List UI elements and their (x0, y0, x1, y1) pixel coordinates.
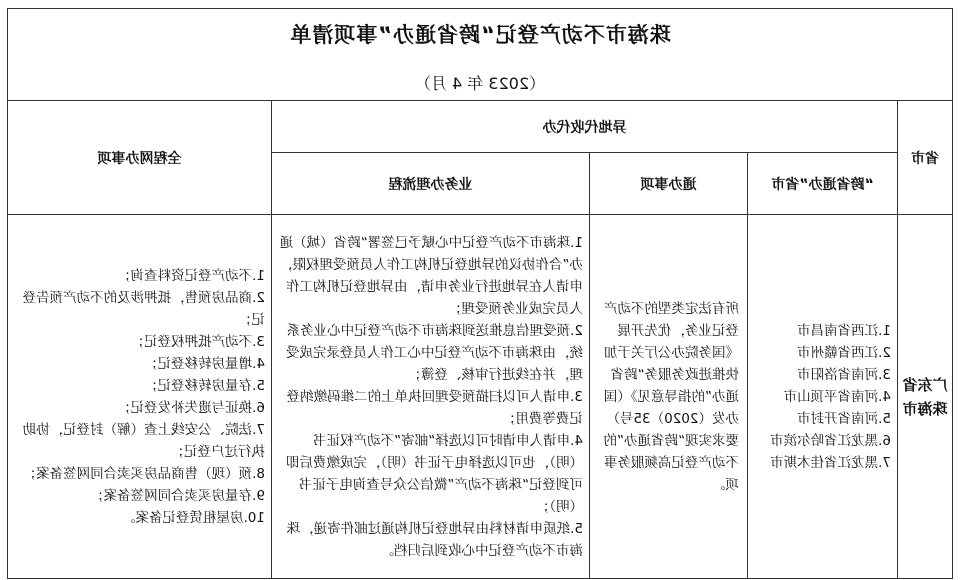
list-item: 5.纸质申请材料由异地登记机构通过邮件寄递，珠海市不动产登记中心收到后归档。 (286, 520, 583, 559)
list-item: 4.河南省平顶山市 (783, 388, 891, 405)
header-cross-province-cities: “跨省通办”省市 (748, 153, 898, 215)
page-subtitle: （2023 年 4 月） (414, 74, 546, 93)
province-cell (898, 215, 953, 579)
header-remote-agency: 异地代收代办 (272, 101, 898, 153)
page-title: 珠海市不动产登记“跨省通办”事项清单 (289, 23, 671, 47)
list-item: 3.河南省洛阳市 (797, 366, 891, 383)
matters-list-table (7, 8, 953, 579)
header-process: 业务办理流程 (272, 153, 590, 215)
cities-list (748, 320, 897, 474)
title-cell (7, 9, 952, 101)
list-item: 1.江西省南昌市 (797, 322, 891, 339)
online-cell (7, 215, 271, 579)
header-online: 全程网办事项 (7, 101, 271, 215)
list-item: 9.存量房买卖合同网签备案； (90, 487, 265, 504)
list-item: 8.预（现）售商品房买卖合同网签备案； (22, 465, 265, 482)
list-item: 2.江西省赣州市 (797, 344, 891, 361)
header-matters: 通办事项 (590, 153, 748, 215)
list-item: 5.河南省开封市 (797, 410, 891, 427)
process-list (272, 232, 589, 562)
list-item: 6.换证与遗失补发登记； (117, 399, 265, 416)
list-item: 10.房屋租赁登记备案。 (122, 509, 265, 526)
matters-cell (590, 215, 748, 579)
matters-text: 所有法定类型的不动产登记业务，优先开展《国务院办公厅关于加快推进政务服务“跨省通办”的指导意见》（国办发（2020）35号）要求实现“跨省通办”的不动产登记高频服务事项。 (603, 300, 739, 493)
list-item: 5.存量房转移登记； (144, 377, 265, 394)
list-item: 7.法院、公安线上查（解）封登记，协助执行过户登记； (22, 421, 265, 460)
list-item: 3.申请人可以扫描预受理回执单上的二维码缴纳登记费等费用； (286, 388, 583, 427)
list-item: 3.不动产抵押权登记； (130, 333, 265, 350)
list-item: 6.黑龙江省哈尔滨市 (770, 432, 891, 449)
process-cell (272, 215, 590, 579)
list-item: 2.商品房预售，抵押涉及的不动产预告登记； (22, 289, 265, 328)
header-province: 省市 (898, 101, 953, 215)
city-label: 珠海市 (902, 399, 948, 418)
list-item: 4.增量房转移登记； (144, 355, 265, 372)
list-item: 7.黑龙江省佳木斯市 (770, 454, 891, 471)
list-item: 2.预受理信息推送到珠海市不动产登记中心业务系统，由珠海市不动产登记中心工作人员登录完成受理，并在线进行审核、登簿； (286, 322, 583, 383)
list-item: 1.珠海市不动产登记中心赋予已签署“跨省（城）通办”合作协议的异地登记机构工作人员预受理权限，申请人在异地进行业务申请，由异地登记机构工作人员完成业务预受理； (279, 234, 583, 317)
province-label: 广东省 (902, 375, 948, 394)
list-item: 1.不动产登记资料查询； (117, 267, 265, 284)
online-list (8, 265, 271, 529)
list-item: 4.申请人申请时可以选择“邮寄”不动产权证书（明），也可以选择电子证书（明），完成缴费后即可到登记“珠海不动产”微信公众号查询电子证书（明）； (286, 432, 583, 515)
cities-cell (748, 215, 898, 579)
